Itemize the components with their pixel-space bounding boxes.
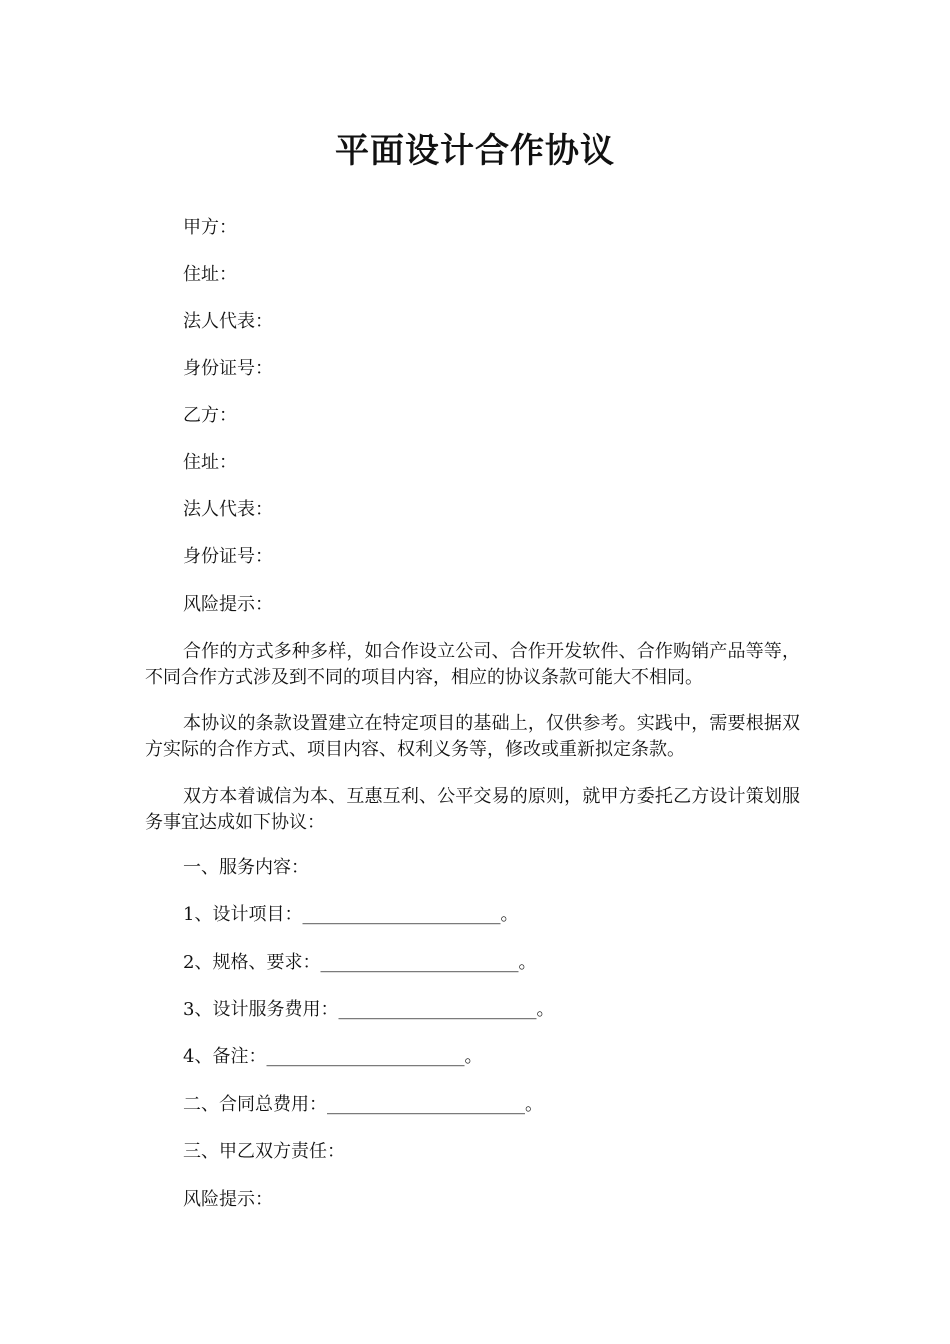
section-service-content: 一、服务内容：: [183, 857, 309, 878]
section-total-contract-fee: 二、合同总费用：______________________。: [183, 1094, 543, 1115]
party-a-legal-rep: 法人代表：: [183, 311, 273, 332]
item-design-service-fee: 3、设计服务费用：______________________。: [183, 999, 555, 1020]
party-a-label: 甲方：: [183, 217, 237, 238]
paragraph-agreement-intro: 双方本着诚信为本、互惠互利、公平交易的原则，就甲方委托乙方设计策划服务事宜达成如下协议：: [145, 786, 800, 833]
party-b-legal-rep: 法人代表：: [183, 499, 273, 520]
item-design-project: 1、设计项目：______________________。: [183, 904, 519, 925]
risk-tip-heading: 风险提示：: [183, 594, 273, 615]
risk-tip-heading-2: 风险提示：: [183, 1189, 273, 1210]
party-b-id-number: 身份证号：: [183, 546, 273, 567]
paragraph-terms-reference: 本协议的条款设置建立在特定项目的基础上，仅供参考。实践中，需要根据双方实际的合作方式、项目内容、权利义务等，修改或重新拟定条款。: [145, 713, 800, 760]
party-a-address: 住址：: [183, 264, 237, 285]
item-spec-requirements: 2、规格、要求：______________________。: [183, 952, 537, 973]
party-b-label: 乙方：: [183, 405, 237, 426]
paragraph-cooperation-methods: 合作的方式多种多样，如合作设立公司、合作开发软件、合作购销产品等等，不同合作方式涉及到不同的项目内容，相应的协议条款可能大不相同。: [145, 641, 800, 688]
party-a-id-number: 身份证号：: [183, 358, 273, 379]
section-party-responsibilities: 三、甲乙双方责任：: [183, 1141, 345, 1162]
document-title: 平面设计合作协议: [335, 131, 615, 171]
party-b-address: 住址：: [183, 452, 237, 473]
item-remarks: 4、备注：______________________。: [183, 1046, 483, 1067]
